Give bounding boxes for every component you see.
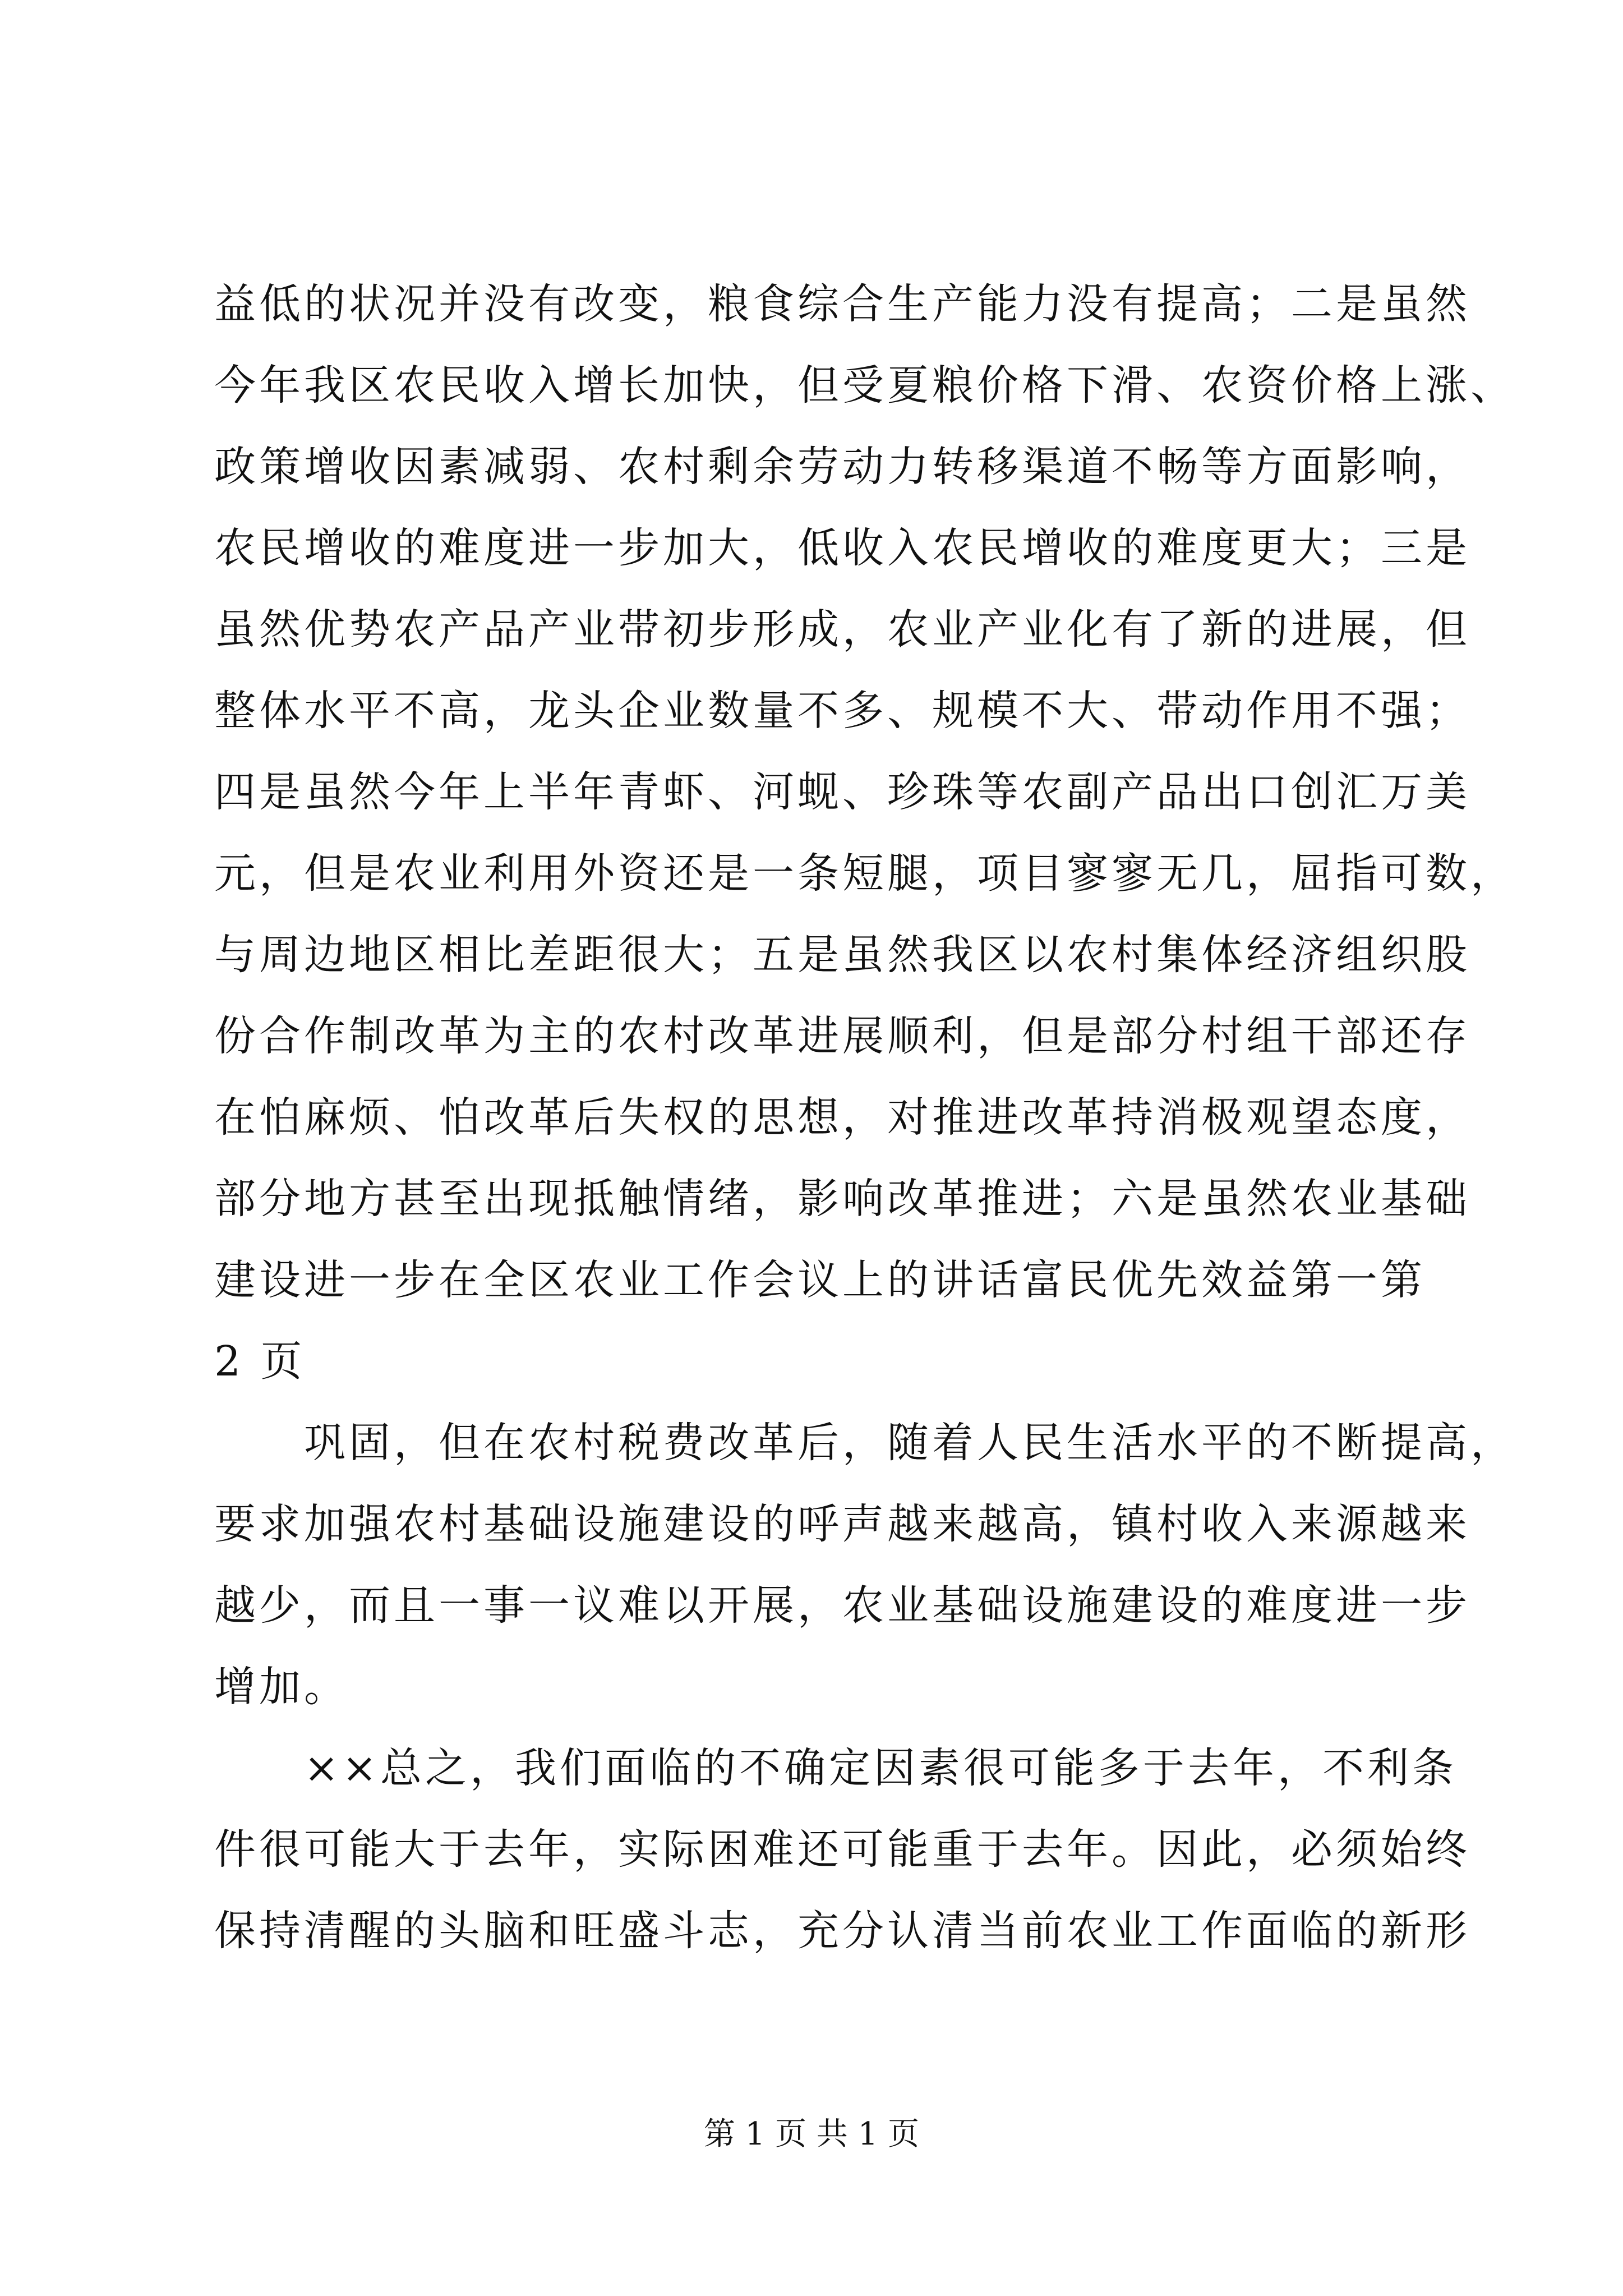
text-line: 部分地方甚至出现抵触情绪，影响改革推进；六是虽然农业基础: [214, 1175, 1470, 1223]
page-footer: [0, 2115, 1623, 2154]
text-line: 四是虽然今年上半年青虾、河蚬、珍珠等农副产品出口创汇万美: [214, 768, 1470, 816]
text-line: 在怕麻烦、怕改革后失权的思想，对推进改革持消极观望态度，: [214, 1093, 1470, 1142]
text-line: 政策增收因素减弱、农村剩余劳动力转移渠道不畅等方面影响，: [214, 443, 1470, 491]
text-line: 虽然优势农产品产业带初步形成，农业产业化有了新的进展，但: [214, 605, 1470, 654]
text-line: 元，但是农业利用外资还是一条短腿，项目寥寥无几，屈指可数，: [214, 849, 1515, 898]
text-line: 今年我区农民收入增长加快，但受夏粮价格下滑、农资价格上涨、: [214, 361, 1515, 409]
text-line: 越少，而且一事一议难以开展，农业基础设施建设的难度进一步: [214, 1581, 1470, 1630]
body-text: [214, 264, 1515, 1972]
text-line: ××总之，我们面临的不确定因素很可能多于去年，不利条: [214, 1744, 1458, 1792]
page-number-label: 第 1 页 共 1 页: [703, 2116, 920, 2152]
text-line: 整体水平不高，龙头企业数量不多、规模不大、带动作用不强；: [214, 687, 1470, 735]
text-line: 农民增收的难度进一步加大，低收入农民增收的难度更大；三是: [214, 524, 1470, 572]
text-line: 要求加强农村基础设施建设的呼声越来越高，镇村收入来源越来: [214, 1500, 1470, 1548]
text-line: 益低的状况并没有改变，粮食综合生产能力没有提高；二是虽然: [214, 280, 1470, 328]
text-line: 与周边地区相比差距很大；五是虽然我区以农村集体经济组织股: [214, 931, 1470, 979]
text-line: 巩固，但在农村税费改革后，随着人民生活水平的不断提高，: [214, 1419, 1515, 1467]
text-line: 件很可能大于去年，实际困难还可能重于去年。因此，必须始终: [214, 1825, 1470, 1874]
text-line: 建设进一步在全区农业工作会议上的讲话富民优先效益第一第: [214, 1256, 1426, 1304]
text-line: 份合作制改革为主的农村改革进展顺利，但是部分村组干部还存: [214, 1012, 1470, 1060]
text-line: 增加。: [214, 1663, 349, 1711]
text-line: 保持清醒的头脑和旺盛斗志，充分认清当前农业工作面临的新形: [214, 1907, 1470, 1955]
text-line: 2 页: [214, 1337, 306, 1386]
